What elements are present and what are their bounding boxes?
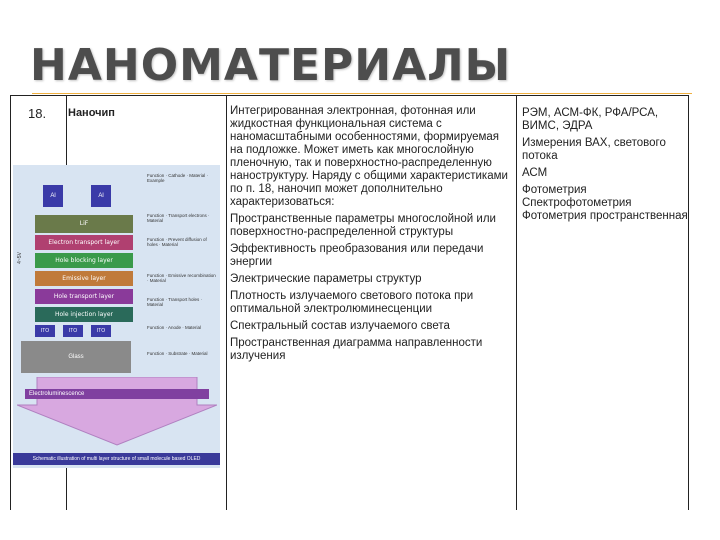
column-border	[10, 95, 11, 510]
column-border	[516, 95, 517, 510]
layer-lif: LiF	[35, 215, 133, 233]
table-top-border	[10, 95, 689, 96]
annotation-lines: Function · Emissive recombination · Material	[147, 273, 216, 283]
method-item: АСМ	[522, 167, 548, 179]
row-number: 18.	[28, 106, 47, 121]
ito-electrode: ITO	[91, 325, 111, 337]
annotation-lines: Function · Cathode · Material · Example	[147, 173, 209, 183]
electrode-al: Al	[91, 185, 111, 207]
description-paragraph: Спектральный состав излучаемого света	[230, 320, 450, 332]
layer-hole-transport: Hole transport layer	[35, 289, 133, 304]
ito-electrode: ITO	[35, 325, 55, 337]
layer-hole-blocking: Hole blocking layer	[35, 253, 133, 268]
column-border	[226, 95, 227, 510]
layer-emissive: Emissive layer	[35, 271, 133, 286]
title-underline	[32, 93, 692, 94]
description-paragraph: Пространственная диаграмма направленности излучения	[230, 337, 483, 362]
annotation-lines: Function · Prevent diffusion of holes · Material	[147, 237, 207, 247]
layer-electron-transport: Electron transport layer	[35, 235, 133, 250]
description-paragraph: Интегрированная электронная, фотонная или жидкостная функциональная система с наномасштабными особенностями, формируемая на подложке. Может иметь как многослойную пленочную, так и поверхностно-распределенную наноструктуру. Наряду с общими характеристиками по п. 18, наночип может дополнительно характеризоваться:	[230, 105, 508, 208]
slide-title: НАНОМАТЕРИАЛЫ	[30, 40, 512, 91]
figure-caption: Schematic illustration of multi layer structure of small molecule based OLED	[13, 453, 220, 465]
method-item: Измерения ВАХ, светового потока	[522, 137, 666, 162]
method-item: Фотометрия Спектрофотометрия Фотометрия пространственная	[522, 184, 688, 222]
electroluminescence-label: Electroluminescence	[25, 389, 209, 399]
annotation-lines: Function · Transport electrons · Material	[147, 213, 210, 223]
oled-diagram	[13, 165, 220, 468]
description-paragraph: Электрические параметры структур	[230, 273, 422, 285]
electroluminescence-arrow	[17, 377, 217, 447]
description-paragraph: Эффективность преобразования или передачи энергии	[230, 243, 484, 268]
side-voltage-label: 4~5V	[16, 252, 23, 264]
glass-substrate: Glass	[21, 341, 131, 373]
annotation-lines: Function · Transport holes · Material	[147, 297, 203, 307]
description-paragraph: Пространственные параметры многослойной или поверхностно-распределенной структуры	[230, 213, 496, 238]
row-name: Наночип	[68, 107, 115, 119]
description-paragraph: Плотность излучаемого светового потока при оптимальной электролюминесценции	[230, 290, 474, 315]
methods-cell	[522, 107, 692, 227]
annotation-lines: Function · Anode · Material	[147, 325, 202, 330]
method-item: РЭМ, АСМ-ФК, РФА/РСА, ВИМС, ЭДРА	[522, 107, 659, 132]
electrode-al: Al	[43, 185, 63, 207]
annotation-lines: Function · Substrate · Material	[147, 351, 208, 356]
description-cell	[230, 105, 508, 367]
ito-electrode: ITO	[63, 325, 83, 337]
layer-hole-injection: Hole injection layer	[35, 307, 133, 322]
